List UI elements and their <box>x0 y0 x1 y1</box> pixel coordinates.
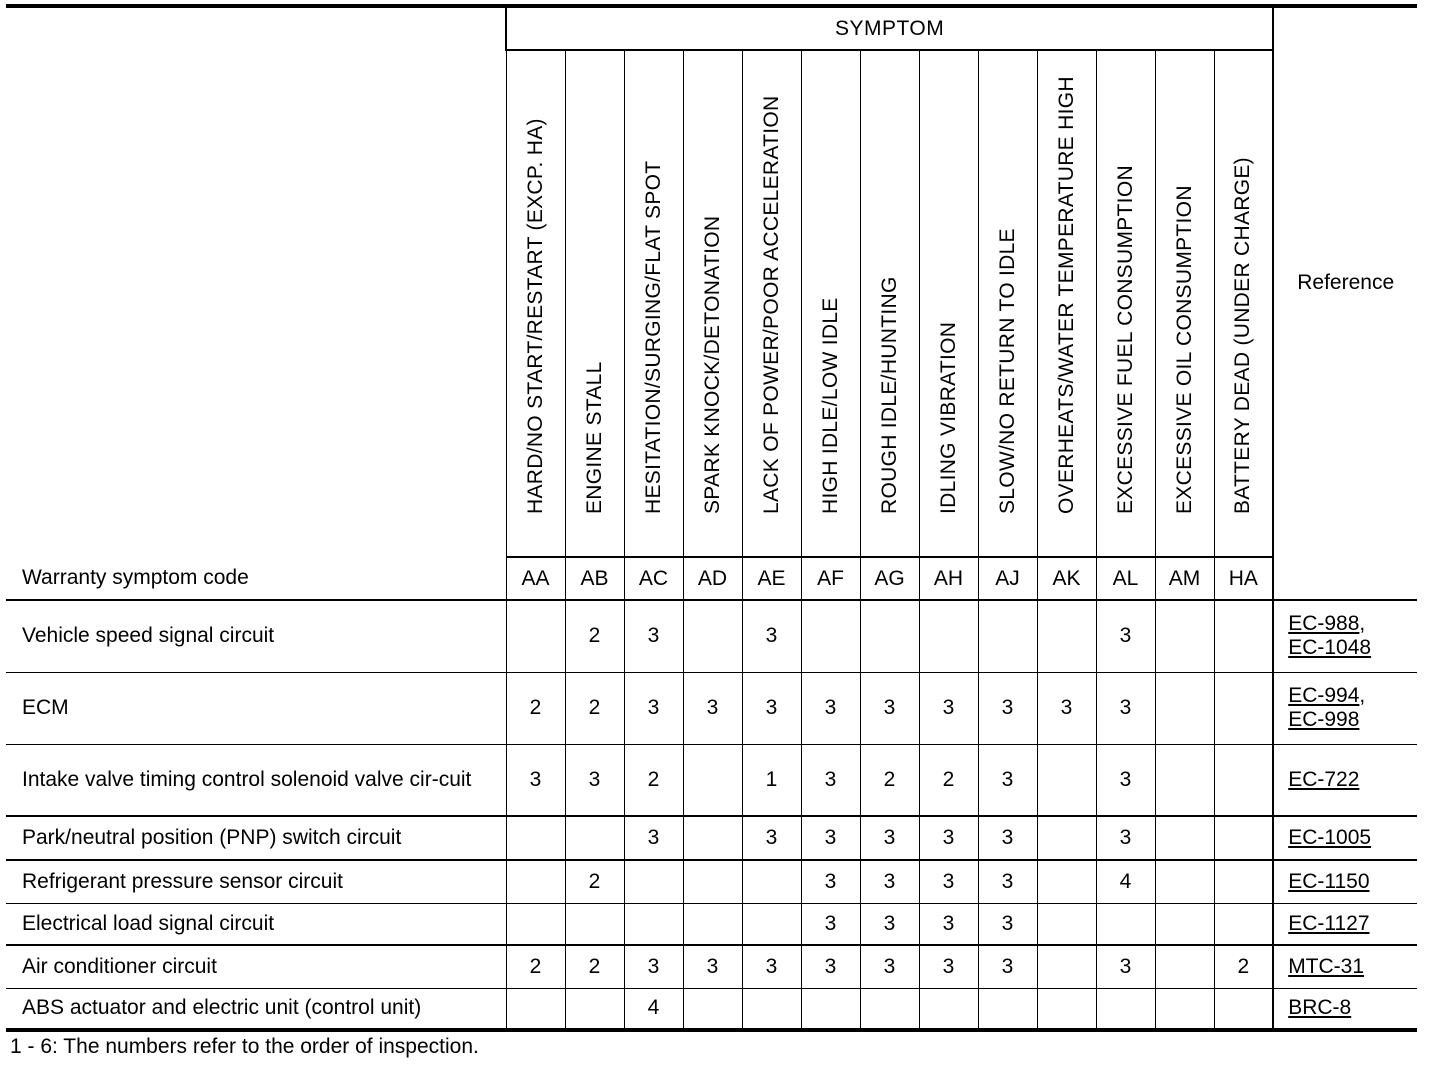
priority-cell: 3 <box>919 860 978 903</box>
symptom-label: SPARK KNOCK/DETONATION <box>700 215 724 514</box>
priority-cell: 3 <box>624 945 683 988</box>
reference-link[interactable]: BRC-8 <box>1288 996 1352 1020</box>
priority-cell: 3 <box>742 600 801 672</box>
symptom-column-header <box>1214 50 1273 557</box>
priority-cell: 2 <box>565 945 624 988</box>
warranty-code-cell: AK <box>1037 557 1096 600</box>
priority-cell: 3 <box>1096 945 1155 988</box>
priority-cell: 3 <box>624 672 683 744</box>
priority-cell: 2 <box>565 860 624 903</box>
symptom-label: LACK OF POWER/POOR ACCELERATION <box>759 95 783 514</box>
priority-cell <box>1155 744 1214 816</box>
priority-cell <box>860 988 919 1030</box>
priority-cell <box>978 988 1037 1030</box>
priority-cell <box>506 903 565 945</box>
priority-cell: 3 <box>1037 672 1096 744</box>
priority-cell <box>1037 860 1096 903</box>
symptom-column-header <box>1096 50 1155 557</box>
table-row <box>6 988 1417 1030</box>
warranty-code-ref-blank <box>1273 557 1417 600</box>
priority-cell: 3 <box>742 816 801 860</box>
priority-cell <box>1155 816 1214 860</box>
priority-cell <box>565 816 624 860</box>
warranty-code-cell: AD <box>683 557 742 600</box>
priority-cell <box>1155 945 1214 988</box>
priority-cell: 2 <box>624 744 683 816</box>
priority-cell: 3 <box>801 945 860 988</box>
priority-cell: 3 <box>860 860 919 903</box>
reference-link[interactable]: MTC-31 <box>1288 954 1365 978</box>
reference-link[interactable]: EC-1048 <box>1288 636 1372 660</box>
warranty-code-cell: AB <box>565 557 624 600</box>
priority-cell <box>801 600 860 672</box>
priority-cell: 3 <box>565 744 624 816</box>
priority-cell <box>1214 744 1273 816</box>
priority-cell <box>1155 903 1214 945</box>
priority-cell <box>801 988 860 1030</box>
symptom-column-header <box>565 50 624 557</box>
priority-cell <box>624 860 683 903</box>
priority-cell <box>624 903 683 945</box>
symptom-label: HESITATION/SURGING/FLAT SPOT <box>641 160 665 514</box>
reference-link[interactable]: EC-1150 <box>1288 869 1370 893</box>
priority-cell: 3 <box>683 945 742 988</box>
reference-separator: , <box>1359 684 1366 707</box>
priority-cell: 3 <box>742 945 801 988</box>
priority-cell: 3 <box>919 816 978 860</box>
warranty-code-cell: AG <box>860 557 919 600</box>
table-row <box>6 816 1417 860</box>
priority-cell: 3 <box>978 672 1037 744</box>
priority-cell <box>1155 860 1214 903</box>
priority-cell <box>1037 903 1096 945</box>
priority-cell <box>506 860 565 903</box>
symptom-label: EXCESSIVE OIL CONSUMPTION <box>1172 185 1196 514</box>
symptom-column-header <box>683 50 742 557</box>
symptom-label: HIGH IDLE/LOW IDLE <box>818 297 842 514</box>
priority-cell <box>506 988 565 1030</box>
priority-cell: 3 <box>860 903 919 945</box>
priority-cell <box>1096 988 1155 1030</box>
priority-cell: 1 <box>742 744 801 816</box>
symptom-column-header <box>742 50 801 557</box>
priority-cell: 3 <box>801 860 860 903</box>
priority-cell <box>683 903 742 945</box>
priority-cell <box>1214 672 1273 744</box>
priority-cell <box>1214 860 1273 903</box>
priority-cell: 2 <box>565 672 624 744</box>
symptom-label: HARD/NO START/RESTART (EXCP. HA) <box>523 118 547 514</box>
reference-link[interactable]: EC-994 <box>1288 684 1360 707</box>
table-row <box>6 600 1417 672</box>
table-row <box>6 672 1417 744</box>
table-row <box>6 903 1417 945</box>
priority-cell <box>1214 988 1273 1030</box>
priority-cell: 3 <box>919 945 978 988</box>
symptom-column-header <box>978 50 1037 557</box>
symptom-label: ROUGH IDLE/HUNTING <box>877 276 901 514</box>
priority-cell <box>1037 600 1096 672</box>
warranty-code-cell: AF <box>801 557 860 600</box>
priority-cell: 3 <box>1096 816 1155 860</box>
priority-cell: 3 <box>978 816 1037 860</box>
warranty-code-cell: AA <box>506 557 565 600</box>
priority-cell <box>506 600 565 672</box>
priority-cell: 3 <box>683 672 742 744</box>
priority-cell: 3 <box>860 672 919 744</box>
priority-cell <box>1096 903 1155 945</box>
priority-cell: 3 <box>919 672 978 744</box>
reference-cell <box>1273 816 1417 860</box>
priority-cell <box>1214 903 1273 945</box>
priority-cell: 2 <box>860 744 919 816</box>
reference-link[interactable]: EC-1127 <box>1288 911 1370 935</box>
priority-cell <box>742 860 801 903</box>
reference-link[interactable]: EC-1005 <box>1288 826 1372 849</box>
warranty-code-cell: AM <box>1155 557 1214 600</box>
priority-cell: 3 <box>978 744 1037 816</box>
priority-cell <box>1037 744 1096 816</box>
symptom-header-row <box>6 6 1417 50</box>
priority-cell: 2 <box>919 744 978 816</box>
priority-cell <box>919 600 978 672</box>
reference-link[interactable]: EC-988 <box>1288 612 1360 636</box>
symptom-label: SLOW/NO RETURN TO IDLE <box>995 228 1019 514</box>
symptom-label: OVERHEATS/WATER TEMPERATURE HIGH <box>1054 76 1078 514</box>
priority-cell <box>506 816 565 860</box>
warranty-code-cell: AC <box>624 557 683 600</box>
priority-cell: 3 <box>624 600 683 672</box>
reference-cell <box>1273 600 1417 672</box>
priority-cell <box>565 988 624 1030</box>
priority-cell: 3 <box>742 672 801 744</box>
priority-cell <box>742 988 801 1030</box>
priority-cell: 3 <box>801 672 860 744</box>
reference-cell <box>1273 988 1417 1030</box>
symptom-label: BATTERY DEAD (UNDER CHARGE) <box>1231 157 1255 514</box>
inspection-item: ECM <box>6 672 506 744</box>
priority-cell: 2 <box>506 945 565 988</box>
symptom-column-header <box>860 50 919 557</box>
priority-cell: 3 <box>978 945 1037 988</box>
symptom-column-header <box>624 50 683 557</box>
reference-cell <box>1273 672 1417 744</box>
priority-cell: 3 <box>801 744 860 816</box>
priority-cell <box>742 903 801 945</box>
priority-cell <box>1037 945 1096 988</box>
symptom-label: ENGINE STALL <box>582 361 606 514</box>
priority-cell: 3 <box>919 903 978 945</box>
inspection-item: Intake valve timing control solenoid valve cir-cuit <box>6 744 506 816</box>
inspection-item: Park/neutral position (PNP) switch circuit <box>6 816 506 860</box>
symptom-column-header <box>506 50 565 557</box>
priority-cell: 4 <box>624 988 683 1030</box>
reference-cell <box>1273 945 1417 988</box>
priority-cell: 3 <box>860 945 919 988</box>
priority-cell <box>1155 988 1214 1030</box>
footnote: 1 - 6: The numbers refer to the order of inspection. <box>10 1035 479 1058</box>
symptom-column-header <box>801 50 860 557</box>
warranty-code-cell: AH <box>919 557 978 600</box>
blank-corner-cell <box>6 6 506 557</box>
priority-cell: 2 <box>506 672 565 744</box>
reference-link[interactable]: EC-998 <box>1288 708 1360 731</box>
priority-cell <box>1214 816 1273 860</box>
symptom-matrix-table <box>6 4 1417 1032</box>
priority-cell: 3 <box>978 903 1037 945</box>
symptom-column-header <box>1155 50 1214 557</box>
warranty-code-cell: HA <box>1214 557 1273 600</box>
priority-cell: 2 <box>1214 945 1273 988</box>
priority-cell <box>1155 600 1214 672</box>
priority-cell <box>1037 988 1096 1030</box>
symptom-label: IDLING VIBRATION <box>936 321 960 514</box>
priority-cell: 2 <box>565 600 624 672</box>
reference-cell <box>1273 903 1417 945</box>
symptom-title: SYMPTOM <box>506 6 1273 50</box>
priority-cell: 4 <box>1096 860 1155 903</box>
priority-cell: 3 <box>801 816 860 860</box>
priority-cell <box>683 744 742 816</box>
warranty-code-cell: AJ <box>978 557 1037 600</box>
priority-cell <box>919 988 978 1030</box>
reference-cell <box>1273 744 1417 816</box>
symptom-column-header <box>1037 50 1096 557</box>
priority-cell <box>683 860 742 903</box>
priority-cell: 3 <box>801 903 860 945</box>
warranty-code-row <box>6 557 1417 600</box>
priority-cell: 3 <box>506 744 565 816</box>
priority-cell: 3 <box>1096 672 1155 744</box>
priority-cell: 3 <box>624 816 683 860</box>
priority-cell <box>683 816 742 860</box>
reference-link[interactable]: EC-722 <box>1288 767 1360 791</box>
priority-cell <box>683 988 742 1030</box>
table-row <box>6 860 1417 903</box>
warranty-code-cell: AE <box>742 557 801 600</box>
warranty-code-label: Warranty symptom code <box>6 557 506 600</box>
priority-cell <box>1037 816 1096 860</box>
priority-cell: 3 <box>978 860 1037 903</box>
inspection-item: Vehicle speed signal circuit <box>6 600 506 672</box>
table-row <box>6 744 1417 816</box>
reference-separator: , <box>1359 612 1366 636</box>
priority-cell <box>860 600 919 672</box>
priority-cell <box>565 903 624 945</box>
inspection-item: Air conditioner circuit <box>6 945 506 988</box>
reference-title: Reference <box>1273 6 1417 557</box>
table-row <box>6 945 1417 988</box>
priority-cell <box>1214 600 1273 672</box>
warranty-code-cell: AL <box>1096 557 1155 600</box>
priority-cell: 3 <box>1096 600 1155 672</box>
priority-cell <box>683 600 742 672</box>
priority-cell <box>978 600 1037 672</box>
reference-cell <box>1273 860 1417 903</box>
symptom-column-header <box>919 50 978 557</box>
inspection-item: Electrical load signal circuit <box>6 903 506 945</box>
priority-cell <box>1155 672 1214 744</box>
priority-cell: 3 <box>860 816 919 860</box>
priority-cell: 3 <box>1096 744 1155 816</box>
symptom-label: EXCESSIVE FUEL CONSUMPTION <box>1113 165 1137 514</box>
inspection-item: Refrigerant pressure sensor circuit <box>6 860 506 903</box>
inspection-item: ABS actuator and electric unit (control unit) <box>6 988 506 1030</box>
